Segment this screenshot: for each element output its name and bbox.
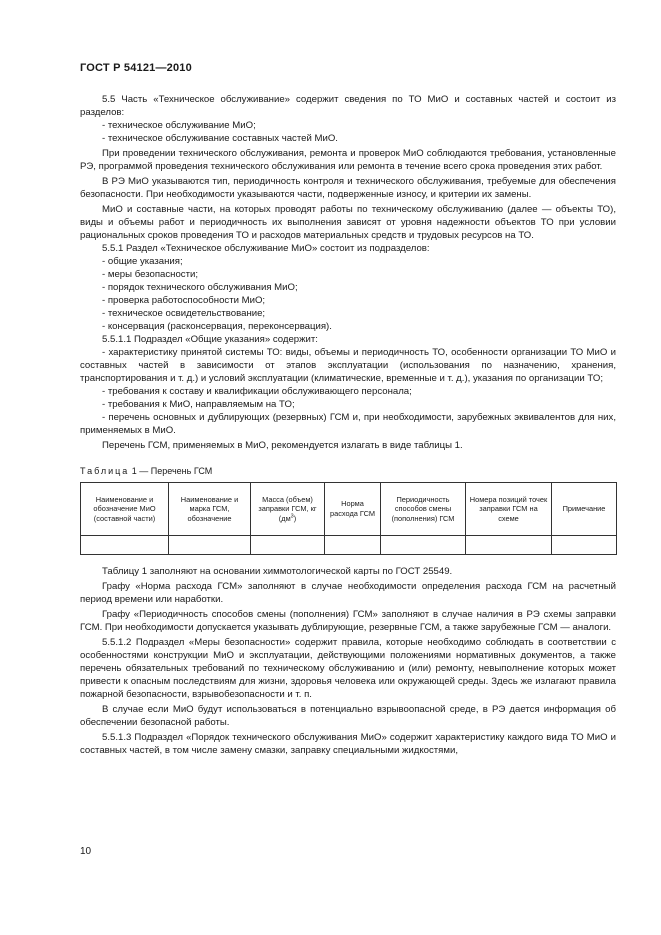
table-caption-prefix: Таблица <box>80 466 130 476</box>
paragraph: Перечень ГСМ, применяемых в МиО, рекомендуется излагать в виде таблицы 1. <box>102 440 463 451</box>
table-row <box>81 536 617 555</box>
list-item: - порядок технического обслуживания МиО; <box>102 282 298 293</box>
table-header-cell: Норма расхода ГСМ <box>325 483 381 536</box>
table-caption-title: 1 — Перечень ГСМ <box>129 466 213 476</box>
table-header-cell: Наименование и обозначение МиО (составной части) <box>81 483 169 536</box>
paragraph: 5.5.1.3 Подраздел «Порядок технического обслуживания МиО» содержит характеристику каждого вида ТО МиО и составных частей, в том числе замену смазки, заправку специальными жидкостями, <box>80 732 616 756</box>
table-header-cell: Примечание <box>552 483 617 536</box>
list-item: - техническое освидетельствование; <box>102 308 266 319</box>
page-number: 10 <box>80 846 92 857</box>
table-header-cell <box>251 483 325 536</box>
list-item: - характеристику принятой системы ТО: виды, объемы и периодичность ТО, особенности организации ТО МиО и составных частей в зависимости от этапов эксплуатации (использования по назначению, хранения, транспортирования и т. д.) и условий эксплуатации (климатические, временные и т. д.), указания по организации ТО; <box>80 347 616 384</box>
paragraph: Таблицу 1 заполняют на основании химмотологической карты по ГОСТ 25549. <box>102 566 453 577</box>
paragraph: В случае если МиО будут использоваться в потенциально взрывоопасной среде, в РЭ дается информация об обеспечении безопасной работы. <box>80 704 616 728</box>
table-header-cell: Номера позиций точек заправки ГСМ на схеме <box>466 483 552 536</box>
page-content <box>80 93 616 757</box>
list-item: - техническое обслуживание составных частей МиО. <box>102 133 338 144</box>
list-item: - требования к МиО, направляемым на ТО; <box>102 399 295 410</box>
mass-header-text: Масса (объем) заправки ГСМ, кг (дм <box>258 494 317 523</box>
paragraph: При проведении технического обслуживания, ремонта и проверок МиО соблюдаются требования, установленные РЭ, программой проведения технического обслуживания или ремонта в течение всего срока проведения этих работ. <box>80 148 616 172</box>
paragraph: В РЭ МиО указываются тип, периодичность контроля и технического обслуживания, требуемые для обеспечения безопасности. При необходимости указываются части, подверженные износу, и критерии их замены. <box>80 176 616 200</box>
paragraph: МиО и составные части, на которых проводят работы по техническому обслуживанию (далее — объекты ТО), виды и объемы работ и периодичность их выполнения зависят от уровня надежности объектов ТО при условии рациональных сроков проведения ТО и расходов материальных средств и трудовых ресурсов на ТО. <box>80 204 616 241</box>
paragraph: Графу «Периодичность способов смены (пополнения) ГСМ» заполняют в случае наличия в РЭ схемы заправки ГСМ. При необходимости допускается указывать дублирующие, резервные ГСМ, а также зарубежные ГСМ — аналоги. <box>80 609 616 633</box>
table-cell <box>251 536 325 555</box>
list-item: - консервация (расконсервация, переконсервация). <box>102 321 332 332</box>
table-header-row <box>81 483 617 536</box>
paragraph: 5.5 Часть «Техническое обслуживание» содержит сведения по ТО МиО и составных частей и состоит из разделов: <box>80 94 616 118</box>
table-cell <box>81 536 169 555</box>
paragraph: 5.5.1.2 Подраздел «Меры безопасности» содержит правила, которые необходимо соблюдать в соответствии с особенностями конструкции МиО и эксплуатации, действующими положениями нормативных документов, а также перечень обязательных требований по техническому обслуживанию и (или) ремонту, невыполнение которых может привести к опасным последствиям для жизни, здоровья человека или окружающей среды. Здесь же излагают правила пожарной безопасности, взрывобезопасности и т. п. <box>80 637 616 700</box>
table-cell <box>325 536 381 555</box>
mass-header-close: ) <box>293 513 297 523</box>
table-cell <box>381 536 466 555</box>
paragraph: Графу «Норма расхода ГСМ» заполняют в случае необходимости определения расхода ГСМ на расчетный период времени или наработки. <box>80 581 616 605</box>
table-cell <box>169 536 251 555</box>
table-cell <box>552 536 617 555</box>
paragraph: 5.5.1.1 Подраздел «Общие указания» содержит: <box>102 334 318 345</box>
table-header-cell: Наименование и марка ГСМ, обозначение <box>169 483 251 536</box>
list-item: - требования к составу и квалификации обслуживающего персонала; <box>102 386 412 397</box>
table-cell <box>466 536 552 555</box>
paragraph: 5.5.1 Раздел «Техническое обслуживание МиО» состоит из подразделов: <box>102 243 430 254</box>
list-item: - меры безопасности; <box>102 269 199 280</box>
list-item: - перечень основных и дублирующих (резервных) ГСМ и, при необходимости, зарубежных эквивалентов для них, применяемых в МиО. <box>80 412 616 436</box>
table-header-cell: Периодичность способов смены (пополнения) ГСМ <box>381 483 466 536</box>
list-item: - общие указания; <box>102 256 183 267</box>
standard-header: ГОСТ Р 54121—2010 <box>80 62 192 74</box>
mass-header-superscript: 3 <box>290 513 294 520</box>
list-item: - проверка работоспособности МиО; <box>102 295 266 306</box>
gsm-table <box>80 482 617 555</box>
list-item: - техническое обслуживание МиО; <box>102 120 256 131</box>
table-caption <box>80 465 616 478</box>
